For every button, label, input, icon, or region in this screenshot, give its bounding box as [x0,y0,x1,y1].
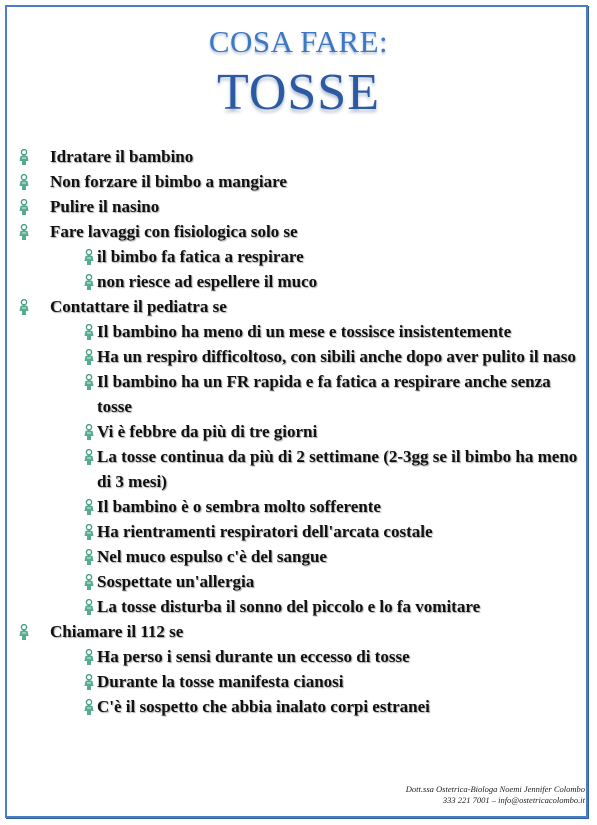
baby-figure-icon [83,448,95,465]
sub-list-item [0,244,587,269]
list-item-text: Ha un respiro difficoltoso, con sibili anche dopo aver pulito il naso [97,347,576,366]
list-item-text: il bimbo fa fatica a respirare [97,247,304,266]
baby-figure-icon [18,173,30,190]
list-item-text: C'è il sospetto che abbia inalato corpi estranei [97,697,430,716]
sub-list-item [0,269,587,294]
list-item-text: Sospettate un'allergia [97,572,255,591]
list-item [0,144,597,169]
baby-figure-icon [18,198,30,215]
list-item [0,194,597,219]
sub-list-item [0,369,587,419]
footer [406,784,585,806]
sub-list-item [0,594,587,619]
list-item-text: Nel muco espulso c'è del sangue [97,547,327,566]
baby-figure-icon [83,648,95,665]
sub-list-item [0,419,587,444]
list-item-text: non riesce ad espellere il muco [97,272,318,291]
baby-figure-icon [83,373,95,390]
sub-list-item [0,669,587,694]
list-item [0,219,597,244]
list-item [0,294,597,319]
list-item [0,169,597,194]
sub-list-item [0,519,587,544]
baby-figure-icon [83,548,95,565]
sub-list-item [0,319,587,344]
list-item-text: Durante la tosse manifesta cianosi [97,672,344,691]
list-item-text: Il bambino è o sembra molto sofferente [97,497,381,516]
footer-contact: 333 221 7001 – info@ostetricacolombo.it [442,795,585,805]
list-item-text: Il bambino ha meno di un mese e tossisce insistentemente [97,322,512,341]
list-item-text: Idratare il bambino [50,147,194,166]
baby-figure-icon [83,273,95,290]
list-item-text: Pulire il nasino [50,197,160,216]
sub-list-item [0,494,587,519]
baby-figure-icon [18,623,30,640]
baby-figure-icon [83,498,95,515]
sub-list-item [0,569,587,594]
sub-list-item [0,344,587,369]
baby-figure-icon [18,223,30,240]
list-item-text: Fare lavaggi con fisiologica solo se [50,222,298,241]
baby-figure-icon [18,148,30,165]
baby-figure-icon [83,423,95,440]
title-line1: COSA FARE: [208,24,389,59]
list-item [0,619,597,644]
baby-figure-icon [83,248,95,265]
list-item-text: Non forzare il bimbo a mangiare [50,172,287,191]
baby-figure-icon [18,298,30,315]
title-line2: TOSSE [217,64,380,121]
list-item-text: La tosse continua da più di 2 settimane (2-3gg se il bimbo ha meno di 3 mesi) [97,447,578,491]
baby-figure-icon [83,348,95,365]
baby-figure-icon [83,698,95,715]
sub-list-item [0,444,587,494]
baby-figure-icon [83,673,95,690]
list-item-text: La tosse disturba il sonno del piccolo e lo fa vomitare [97,597,481,616]
baby-figure-icon [83,598,95,615]
list-item-text: Vi è febbre da più di tre giorni [97,422,318,441]
list-item-text: Ha rientramenti respiratori dell'arcata costale [97,522,433,541]
list-item-text: Chiamare il 112 se [50,622,184,641]
baby-figure-icon [83,573,95,590]
list-item-text: Il bambino ha un FR rapida e fa fatica a respirare anche senza tosse [97,372,551,416]
list-item-text: Contattare il pediatra se [50,297,227,316]
sub-list-item [0,544,587,569]
list-item-text: Ha perso i sensi durante un eccesso di tosse [97,647,410,666]
sub-list-item [0,644,587,669]
sub-list-item [0,694,587,719]
footer-author: Dott.ssa Ostetrica-Biologa Noemi Jennifer Colombo [405,784,585,794]
baby-figure-icon [83,323,95,340]
advice-list [0,144,597,719]
baby-figure-icon [83,523,95,540]
